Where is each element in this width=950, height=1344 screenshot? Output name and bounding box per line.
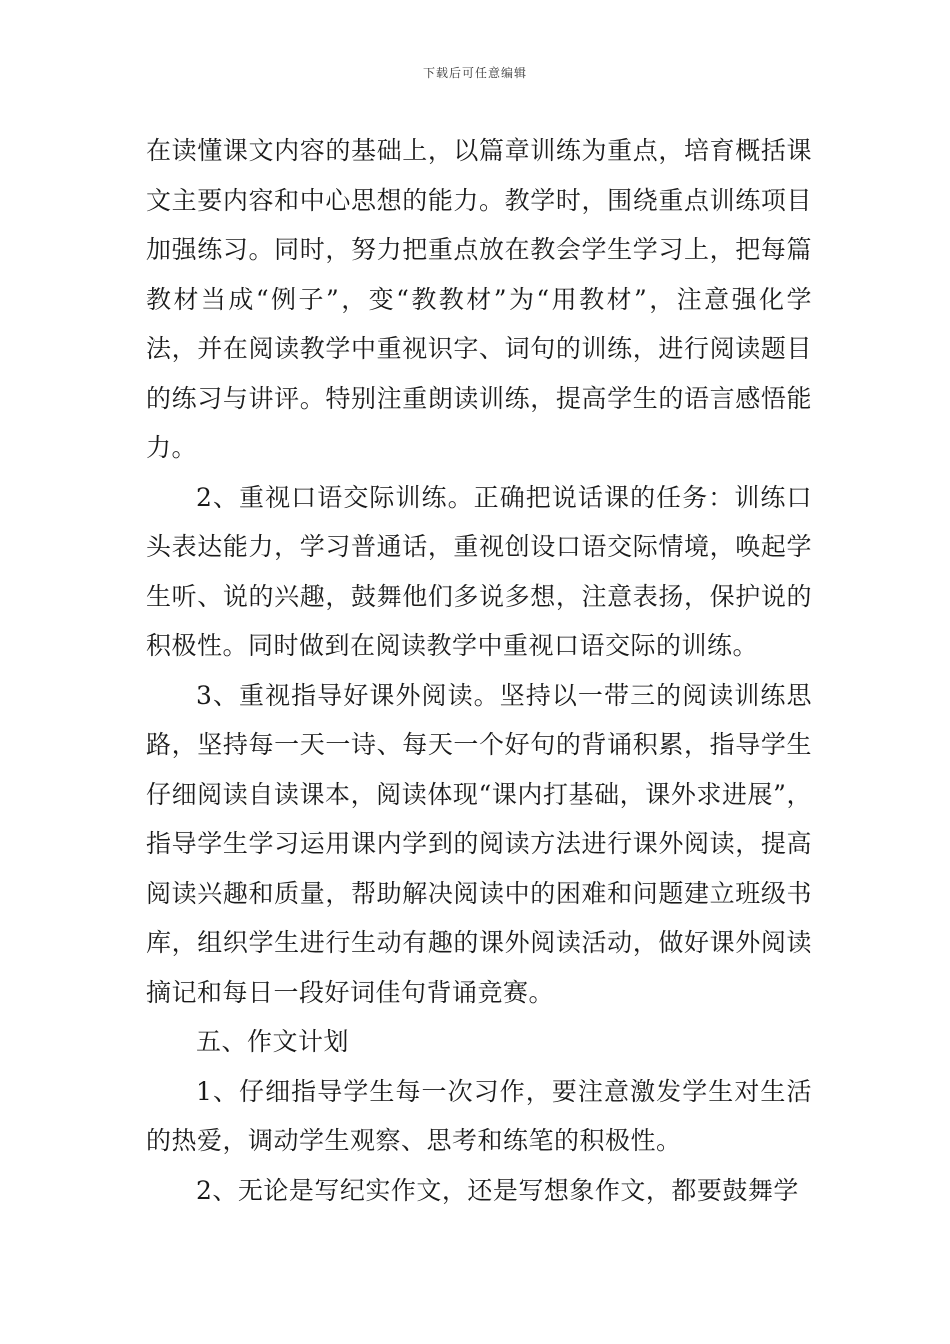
paragraph-oral-communication: 2、重视口语交际训练。正确把说话课的任务：训练口头表达能力，学习普通话，重视创设口语交际情境，唤起学生听、说的兴趣，鼓舞他们多说多想，注意表扬，保护说的积极性。同时做到在阅读教学中重视口语交际的训练。 — [146, 482, 812, 660]
page-header-note: 下载后可任意编辑 — [422, 66, 527, 80]
paragraph-writing-guidance: 1、仔细指导学生每一次习作，要注意激发学生对生活的热爱，调动学生观察、思考和练笔的积极性。 — [146, 1076, 812, 1155]
document-body — [146, 126, 812, 1215]
paragraph-extracurricular-reading: 3、重视指导好课外阅读。坚持以一带三的阅读训练思路，坚持每一天一诗、每天一个好句的背诵积累，指导学生仔细阅读自读课本，阅读体现“课内打基础，课外求进展”，指导学生学习运用课内学到的阅读方法进行课外阅读，提高阅读兴趣和质量，帮助解决阅读中的困难和问题建立班级书库，组织学生进行生动有趣的课外阅读活动，做好课外阅读摘记和每日一段好词佳句背诵竞赛。 — [146, 680, 812, 1007]
section-heading-writing-plan: 五、作文计划 — [196, 1027, 350, 1056]
paragraph-writing-encouragement: 2、无论是写纪实作文，还是写想象作文，都要鼓舞学 — [196, 1175, 799, 1205]
paragraph-reading-teaching-continued: 在读懂课文内容的基础上，以篇章训练为重点，培育概括课文主要内容和中心思想的能力。教学时，围绕重点训练项目加强练习。同时，努力把重点放在教会学生学习上，把每篇教材当成“例子”，变“教教材”为“用教材”，注意强化学法，并在阅读教学中重视识字、词句的训练，进行阅读题目的练习与讲评。特别注重朗读训练，提高学生的语言感悟能力。 — [146, 136, 812, 462]
